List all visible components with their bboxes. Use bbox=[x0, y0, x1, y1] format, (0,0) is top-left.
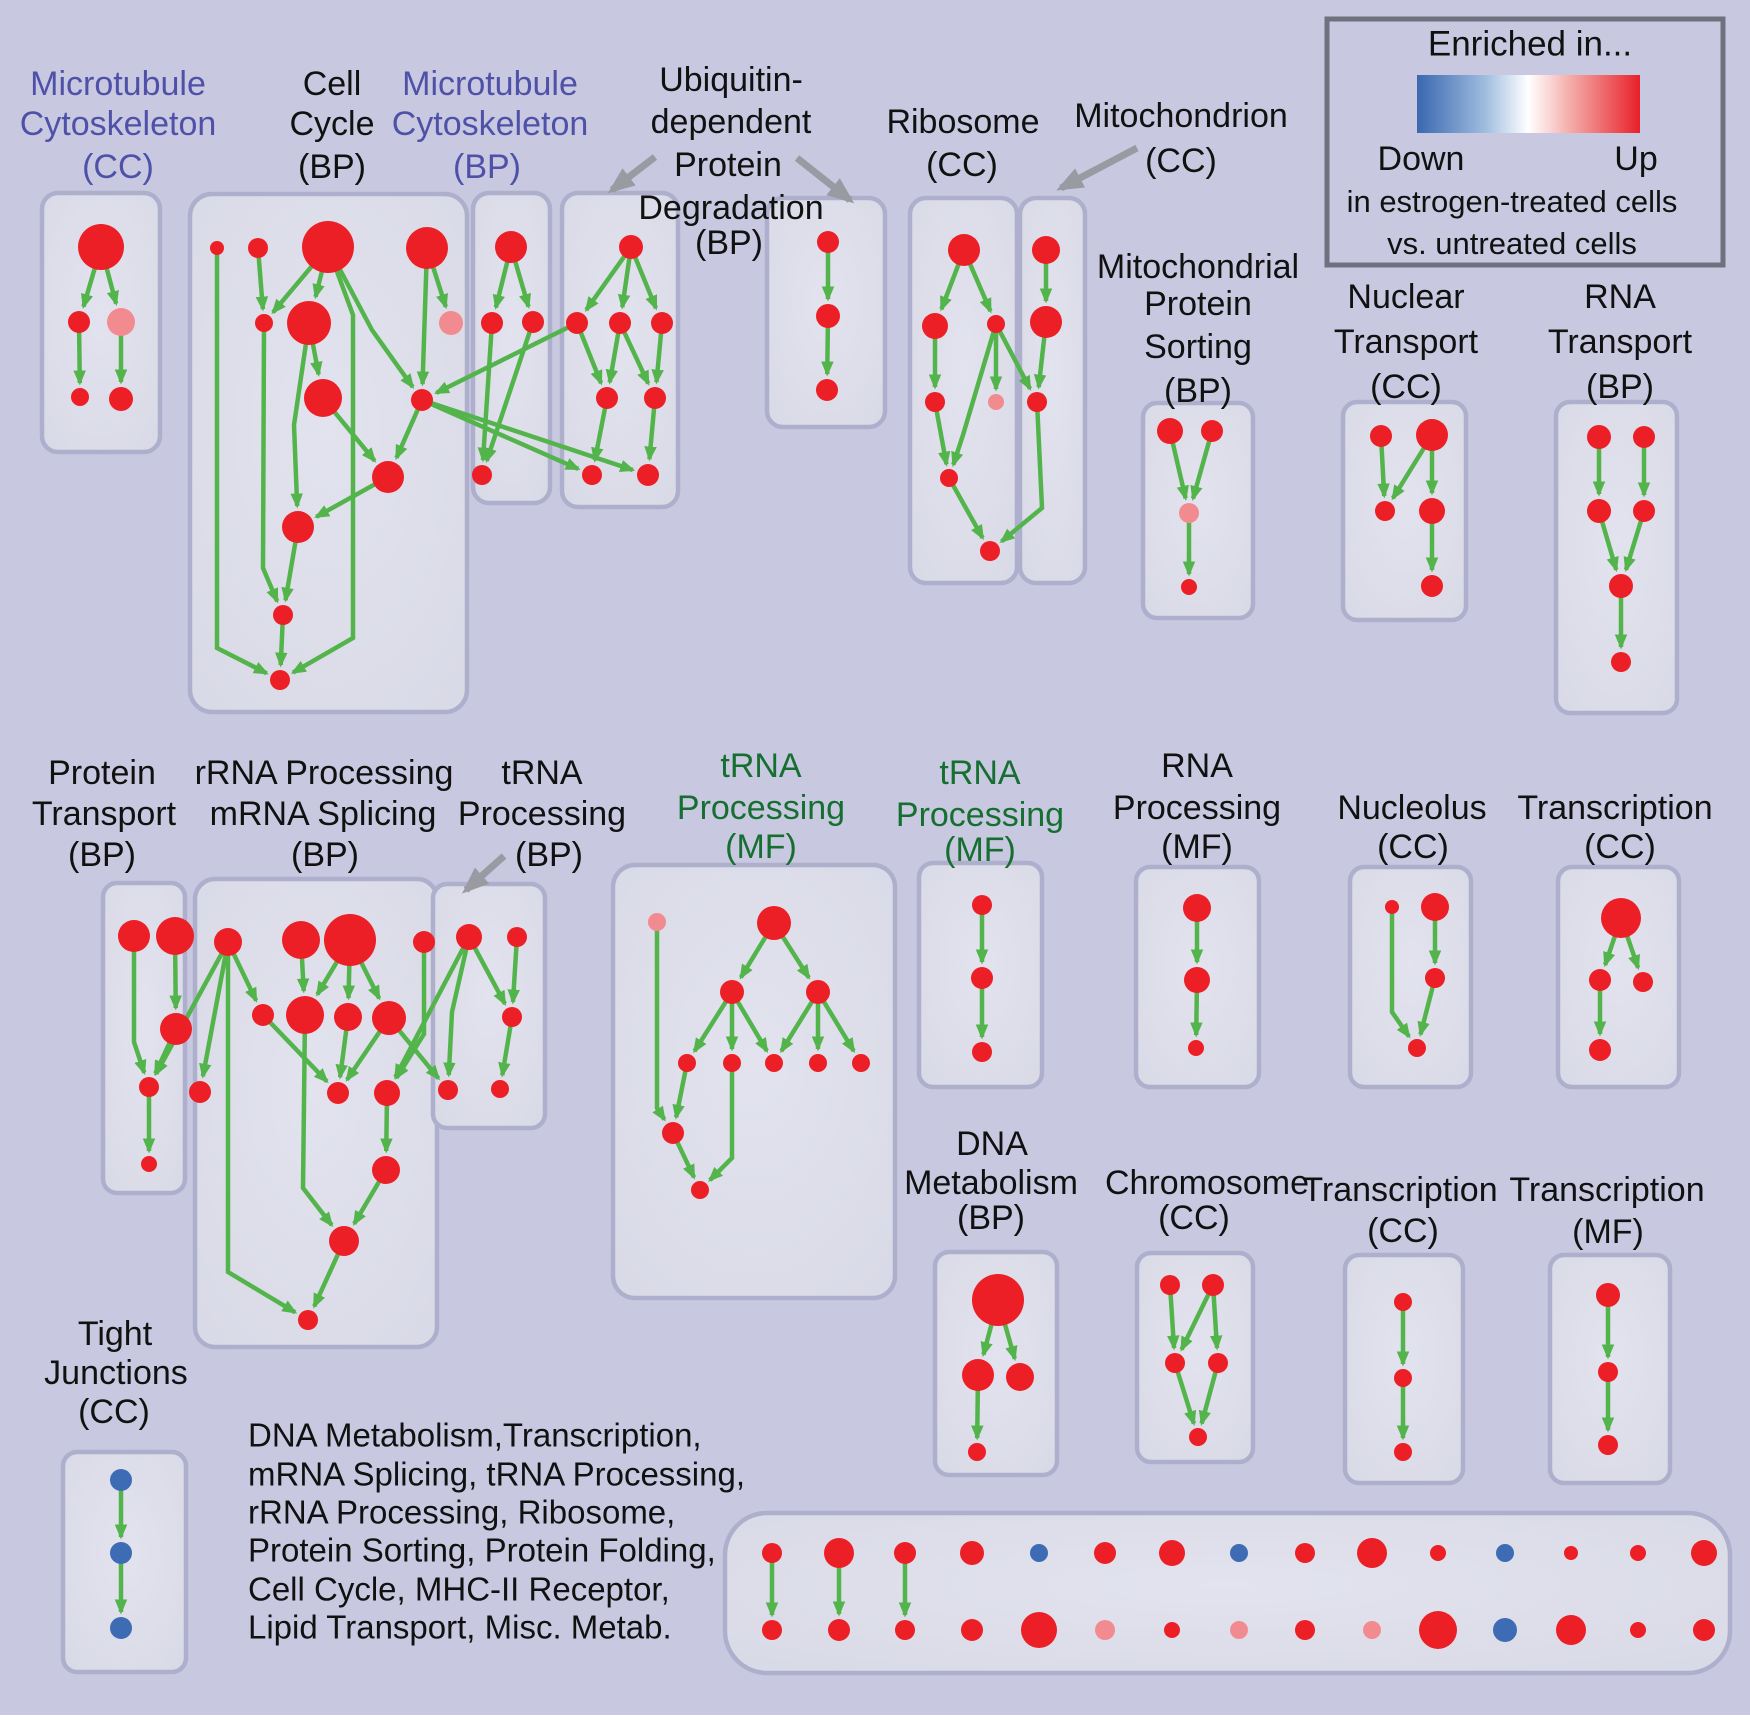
go-term-node bbox=[1596, 1283, 1620, 1307]
cluster-label: Nucleolus bbox=[1337, 788, 1487, 827]
go-term-node bbox=[566, 312, 588, 334]
go-term-node bbox=[1184, 967, 1210, 993]
go-term-node bbox=[757, 906, 791, 940]
go-term-node bbox=[1419, 498, 1445, 524]
legend-subtitle-line2: vs. untreated cells bbox=[1387, 226, 1637, 262]
cluster-label: RNA bbox=[1584, 277, 1656, 316]
cluster-label: (MF) bbox=[944, 830, 1016, 869]
misc-categories-text: Cell Cycle, MHC-II Receptor, bbox=[248, 1570, 670, 1608]
cluster-label: (BP) bbox=[515, 835, 583, 874]
go-term-node bbox=[1375, 501, 1395, 521]
cluster-label: Nuclear bbox=[1347, 277, 1465, 316]
cluster-label: (BP) bbox=[453, 147, 521, 186]
cluster-label: (CC) bbox=[1584, 827, 1656, 866]
go-term-node bbox=[118, 920, 150, 952]
go-term-node bbox=[1032, 236, 1060, 264]
go-term-node bbox=[372, 1001, 406, 1035]
go-term-node bbox=[1181, 579, 1197, 595]
cluster-label: tRNA bbox=[501, 753, 583, 792]
go-term-node bbox=[968, 1443, 986, 1461]
go-term-node bbox=[1564, 1546, 1578, 1560]
go-term-node bbox=[255, 314, 273, 332]
cluster-label: Protein bbox=[1144, 284, 1252, 323]
go-term-node bbox=[439, 311, 463, 335]
go-term-node bbox=[287, 301, 331, 345]
go-term-node bbox=[406, 227, 448, 269]
go-term-node bbox=[1408, 1039, 1426, 1057]
go-term-node bbox=[1295, 1620, 1315, 1640]
misc-categories-text: DNA Metabolism,Transcription, bbox=[248, 1416, 702, 1454]
legend-subtitle-line1: in estrogen-treated cells bbox=[1346, 184, 1678, 220]
go-term-node bbox=[648, 913, 666, 931]
go-term-node bbox=[456, 924, 482, 950]
go-term-node bbox=[502, 1007, 522, 1027]
go-term-node bbox=[651, 312, 673, 334]
go-term-node bbox=[1556, 1615, 1586, 1645]
cluster-label: Transport bbox=[31, 794, 177, 833]
go-term-node bbox=[1693, 1619, 1715, 1641]
go-term-node bbox=[139, 1077, 159, 1097]
go-term-node bbox=[962, 1359, 994, 1391]
cluster-label: Processing bbox=[676, 788, 846, 827]
legend-down-label: Down bbox=[1377, 139, 1465, 178]
go-term-node bbox=[1630, 1622, 1646, 1638]
go-term-node bbox=[1633, 972, 1653, 992]
cluster-label: Transport bbox=[1333, 322, 1479, 361]
go-term-node bbox=[1416, 419, 1448, 451]
go-term-node bbox=[765, 1054, 783, 1072]
go-term-node bbox=[971, 967, 993, 989]
go-term-node bbox=[1165, 1353, 1185, 1373]
cluster-label: (BP) bbox=[957, 1198, 1025, 1237]
cluster-label: (MF) bbox=[1161, 827, 1233, 866]
go-term-node bbox=[678, 1054, 696, 1072]
cluster-label: (CC) bbox=[926, 145, 998, 184]
go-term-node bbox=[1179, 503, 1199, 523]
go-term-node bbox=[691, 1181, 709, 1199]
go-term-node bbox=[491, 1080, 509, 1098]
go-term-node bbox=[809, 1054, 827, 1072]
go-term-node bbox=[374, 1080, 400, 1106]
go-term-node bbox=[304, 379, 342, 417]
go-term-node bbox=[286, 996, 324, 1034]
go-term-node bbox=[637, 464, 659, 486]
go-term-node bbox=[806, 980, 830, 1004]
misc-categories-text: mRNA Splicing, tRNA Processing, bbox=[248, 1455, 746, 1493]
cluster-label: (BP) bbox=[1586, 367, 1654, 406]
go-term-node bbox=[940, 469, 958, 487]
go-term-node bbox=[1030, 306, 1062, 338]
go-term-node bbox=[107, 308, 135, 336]
cluster-label: Junctions bbox=[44, 1353, 188, 1392]
go-term-node bbox=[71, 388, 89, 406]
go-term-node bbox=[1589, 1039, 1611, 1061]
cluster-label: (CC) bbox=[1367, 1211, 1439, 1250]
go-term-node bbox=[1202, 1274, 1224, 1296]
cluster-label: (BP) bbox=[695, 223, 763, 262]
cluster-label: Ubiquitin- bbox=[659, 60, 803, 99]
cluster-box-misc bbox=[725, 1513, 1730, 1673]
cluster-label: mRNA Splicing bbox=[209, 794, 437, 833]
cluster-label: (CC) bbox=[82, 147, 154, 186]
go-term-node bbox=[372, 461, 404, 493]
go-term-node bbox=[522, 311, 544, 333]
cluster-label: tRNA bbox=[939, 753, 1021, 792]
cluster-label: Sorting bbox=[1144, 327, 1252, 366]
go-term-node bbox=[1159, 1540, 1185, 1566]
go-term-node bbox=[723, 1054, 741, 1072]
go-term-node bbox=[1094, 1542, 1116, 1564]
go-term-node bbox=[1419, 1611, 1457, 1649]
go-term-node bbox=[189, 1081, 211, 1103]
go-term-node bbox=[988, 394, 1004, 410]
cluster-label: (MF) bbox=[1572, 1212, 1644, 1251]
misc-categories-text: rRNA Processing, Ribosome, bbox=[248, 1493, 676, 1531]
go-term-node bbox=[270, 670, 290, 690]
go-term-node bbox=[324, 914, 376, 966]
go-term-node bbox=[619, 235, 643, 259]
go-term-node bbox=[1183, 894, 1211, 922]
go-term-node bbox=[252, 1004, 274, 1026]
go-term-node bbox=[1370, 425, 1392, 447]
go-term-node bbox=[282, 511, 314, 543]
go-term-node bbox=[1496, 1544, 1514, 1562]
legend-gradient-bar bbox=[1417, 75, 1640, 133]
go-term-node bbox=[644, 387, 666, 409]
go-term-node bbox=[1611, 652, 1631, 672]
cluster-label: (BP) bbox=[298, 147, 366, 186]
cluster-label: DNA bbox=[956, 1124, 1028, 1163]
go-term-node bbox=[1095, 1620, 1115, 1640]
cluster-label: tRNA bbox=[720, 746, 802, 785]
go-term-node bbox=[507, 927, 527, 947]
cluster-label: Chromosome bbox=[1104, 1163, 1310, 1202]
cluster-label: Protein bbox=[48, 753, 156, 792]
cluster-label: Tight bbox=[77, 1314, 153, 1353]
go-term-node bbox=[1357, 1538, 1387, 1568]
go-term-node bbox=[824, 1538, 854, 1568]
go-term-node bbox=[1164, 1622, 1180, 1638]
go-term-node bbox=[411, 389, 433, 411]
go-term-node bbox=[160, 1013, 192, 1045]
go-term-node bbox=[1208, 1353, 1228, 1373]
go-term-node bbox=[156, 917, 194, 955]
cluster-label: Processing bbox=[457, 794, 627, 833]
cluster-label: Transcription bbox=[1517, 788, 1713, 827]
go-term-node bbox=[828, 1619, 850, 1641]
go-term-node bbox=[214, 928, 242, 956]
go-term-node bbox=[68, 311, 90, 333]
go-term-node bbox=[372, 1156, 400, 1184]
cluster-label: (BP) bbox=[1164, 371, 1232, 410]
cluster-label: Cytoskeleton bbox=[391, 104, 589, 143]
cluster-label: Transport bbox=[1547, 322, 1693, 361]
go-term-node bbox=[1630, 1545, 1646, 1561]
cluster-label: Transcription bbox=[1302, 1170, 1498, 1209]
cluster-label: (CC) bbox=[1377, 827, 1449, 866]
misc-categories-text: Lipid Transport, Misc. Metab. bbox=[248, 1608, 672, 1646]
go-term-node bbox=[1421, 575, 1443, 597]
go-term-node bbox=[596, 387, 618, 409]
go-term-node bbox=[960, 1541, 984, 1565]
cluster-label: RNA bbox=[1161, 746, 1233, 785]
go-term-node bbox=[1587, 499, 1611, 523]
go-term-node bbox=[1006, 1363, 1034, 1391]
go-term-node bbox=[327, 1082, 349, 1104]
go-term-node bbox=[1230, 1544, 1248, 1562]
cluster-label: Microtubule bbox=[402, 64, 578, 103]
go-term-node bbox=[495, 231, 527, 263]
go-term-node bbox=[210, 241, 224, 255]
go-term-node bbox=[472, 465, 492, 485]
go-term-node bbox=[413, 931, 435, 953]
go-term-node bbox=[1601, 898, 1641, 938]
go-term-node bbox=[282, 921, 320, 959]
cluster-label: Processing bbox=[1112, 788, 1282, 827]
go-term-node bbox=[110, 1542, 132, 1564]
go-term-node bbox=[816, 304, 840, 328]
go-term-node bbox=[1021, 1612, 1057, 1648]
go-term-node bbox=[720, 980, 744, 1004]
cluster-label: Mitochondrion bbox=[1074, 96, 1288, 135]
go-term-node bbox=[1157, 418, 1183, 444]
cluster-label: (MF) bbox=[725, 827, 797, 866]
go-term-node bbox=[972, 895, 992, 915]
go-term-node bbox=[141, 1156, 157, 1172]
go-term-node bbox=[1160, 1275, 1180, 1295]
go-term-node bbox=[1363, 1621, 1381, 1639]
go-term-node bbox=[1430, 1545, 1446, 1561]
go-term-node bbox=[329, 1226, 359, 1256]
go-term-node bbox=[961, 1619, 983, 1641]
go-term-node bbox=[109, 387, 133, 411]
go-term-node bbox=[582, 465, 602, 485]
cluster-label: Cycle bbox=[289, 104, 375, 143]
go-term-node bbox=[248, 238, 268, 258]
go-term-node bbox=[110, 1617, 132, 1639]
go-term-node bbox=[1421, 893, 1449, 921]
go-term-node bbox=[334, 1003, 362, 1031]
go-term-node bbox=[762, 1543, 782, 1563]
go-term-node bbox=[922, 313, 948, 339]
go-term-node bbox=[1394, 1293, 1412, 1311]
go-term-node bbox=[1385, 900, 1399, 914]
go-term-node bbox=[78, 224, 124, 270]
misc-categories-text: Protein Sorting, Protein Folding, bbox=[248, 1531, 716, 1569]
go-term-node bbox=[1598, 1435, 1618, 1455]
cluster-label: (BP) bbox=[68, 835, 136, 874]
legend-up-label: Up bbox=[1614, 139, 1658, 178]
go-term-node bbox=[762, 1620, 782, 1640]
legend-title: Enriched in... bbox=[1427, 24, 1633, 64]
go-term-node bbox=[1394, 1369, 1412, 1387]
cluster-label: Mitochondrial bbox=[1096, 247, 1300, 286]
go-term-node bbox=[1295, 1543, 1315, 1563]
cluster-label: Metabolism bbox=[904, 1163, 1078, 1202]
cluster-label: (CC) bbox=[1145, 141, 1217, 180]
go-term-node bbox=[987, 315, 1005, 333]
cluster-label: Cell bbox=[302, 64, 362, 103]
go-term-node bbox=[1230, 1621, 1248, 1639]
cluster-label: Microtubule bbox=[30, 64, 206, 103]
cluster-label: (CC) bbox=[1158, 1198, 1230, 1237]
go-term-node bbox=[438, 1080, 458, 1100]
go-term-node bbox=[925, 392, 945, 412]
cluster-label: Cytoskeleton bbox=[19, 104, 217, 143]
go-term-node bbox=[1425, 968, 1445, 988]
cluster-label: (CC) bbox=[78, 1392, 150, 1431]
cluster-label: rRNA Processing bbox=[194, 753, 454, 792]
cluster-label: (BP) bbox=[291, 835, 359, 874]
go-term-node bbox=[1189, 1428, 1207, 1446]
go-term-node bbox=[1201, 420, 1223, 442]
go-term-node bbox=[110, 1469, 132, 1491]
go-term-node bbox=[894, 1542, 916, 1564]
go-term-node bbox=[980, 541, 1000, 561]
cluster-label: Protein bbox=[674, 145, 782, 184]
go-term-node bbox=[273, 605, 293, 625]
cluster-label: (CC) bbox=[1370, 367, 1442, 406]
go-term-node bbox=[1394, 1443, 1412, 1461]
cluster-label: Transcription bbox=[1509, 1170, 1705, 1209]
go-term-node bbox=[1188, 1040, 1204, 1056]
go-term-node bbox=[481, 312, 503, 334]
go-term-node bbox=[1589, 969, 1611, 991]
cluster-label: Ribosome bbox=[886, 102, 1040, 141]
go-term-node bbox=[662, 1122, 684, 1144]
go-term-node bbox=[1633, 500, 1655, 522]
go-term-node bbox=[972, 1042, 992, 1062]
go-term-node bbox=[972, 1274, 1024, 1326]
go-term-node bbox=[1598, 1362, 1618, 1382]
cluster-label: dependent bbox=[650, 102, 812, 141]
go-term-node bbox=[1609, 574, 1633, 598]
go-term-node bbox=[609, 312, 631, 334]
go-term-node bbox=[816, 379, 838, 401]
go-term-node bbox=[1493, 1618, 1517, 1642]
go-term-node bbox=[895, 1620, 915, 1640]
go-term-node bbox=[817, 231, 839, 253]
go-term-node bbox=[1027, 392, 1047, 412]
go-term-node bbox=[302, 221, 354, 273]
go-term-node bbox=[1633, 426, 1655, 448]
cluster-label: Degradation bbox=[638, 188, 824, 227]
go-term-node bbox=[1587, 425, 1611, 449]
go-term-node bbox=[1691, 1540, 1717, 1566]
go-term-node bbox=[948, 234, 980, 266]
cluster-label: Processing bbox=[895, 795, 1065, 834]
go-term-node bbox=[298, 1310, 318, 1330]
go-term-node bbox=[1030, 1544, 1048, 1562]
go-term-node bbox=[852, 1054, 870, 1072]
